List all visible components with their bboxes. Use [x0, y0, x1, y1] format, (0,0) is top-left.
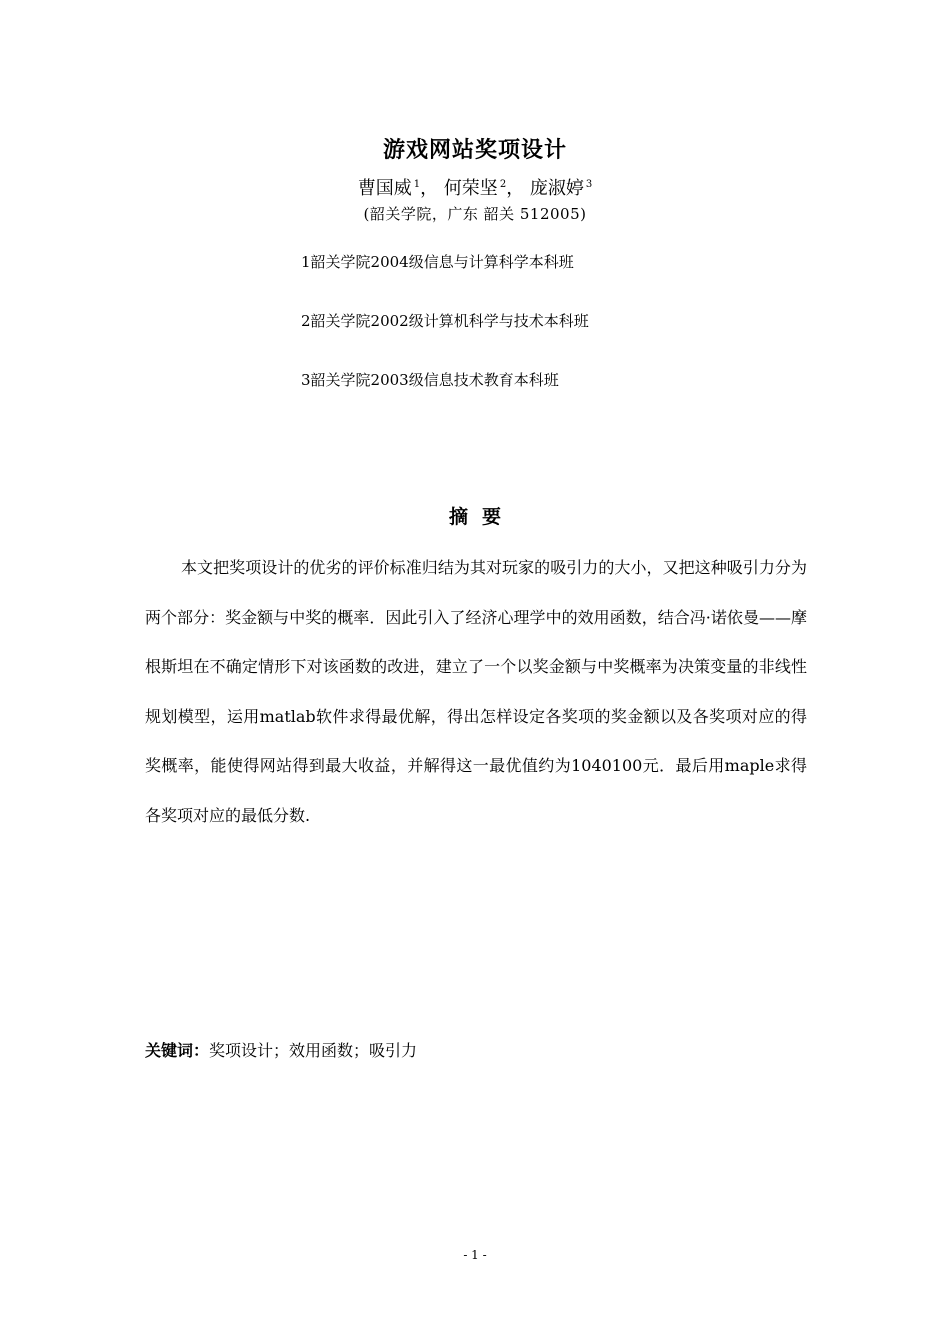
page-number: - 1 - — [463, 1248, 487, 1262]
author-mark: 1 — [413, 179, 421, 190]
author-mark: 3 — [585, 179, 593, 190]
abstract-text: 本文把奖项设计的优劣的评价标准归结为其对玩家的吸引力的大小，又把这种吸引力分为两个部分：奖金额与中奖的概率．因此引入了经济心理学中的效用函数，结合冯·诺依曼——摩根斯坦在不确定情形下对该函数的改进，建立了一个以奖金额与中奖概率为决策变量的非线性规划模型，运用matlab软件求得最优解，得出怎样设定各奖项的奖金额以及各奖项对应的得奖概率，能使得网站得到最大收益，并解得这一最优值约为1040100元．最后用maple求得各奖项对应的最低分数. — [145, 558, 807, 825]
author-note: 3韶关学院2003级信息技术教育本科班 — [301, 371, 559, 389]
author-note: 1韶关学院2004级信息与计算科学本科班 — [301, 253, 574, 271]
author-list — [0, 174, 950, 200]
author-note: 2韶关学院2002级计算机科学与技术本科班 — [301, 312, 589, 330]
author-separator: ， — [420, 178, 439, 199]
paper-title: 游戏网站奖项设计 — [382, 137, 567, 163]
author-name: 庞淑婷 — [529, 178, 584, 199]
abstract-heading: 摘要 — [448, 506, 515, 528]
author-separator: ， — [506, 178, 525, 199]
author-name: 何荣坚 — [443, 178, 498, 199]
keywords-label: 关键词： — [145, 1041, 210, 1060]
author-mark: 2 — [499, 179, 507, 190]
author-name: 曹国威 — [357, 178, 412, 199]
author-notes — [301, 250, 821, 427]
affiliation: (韶关学院，广东 韶关 512005) — [363, 205, 587, 223]
keywords-value: 奖项设计；效用函数；吸引力 — [209, 1041, 418, 1060]
keywords — [145, 1038, 417, 1061]
